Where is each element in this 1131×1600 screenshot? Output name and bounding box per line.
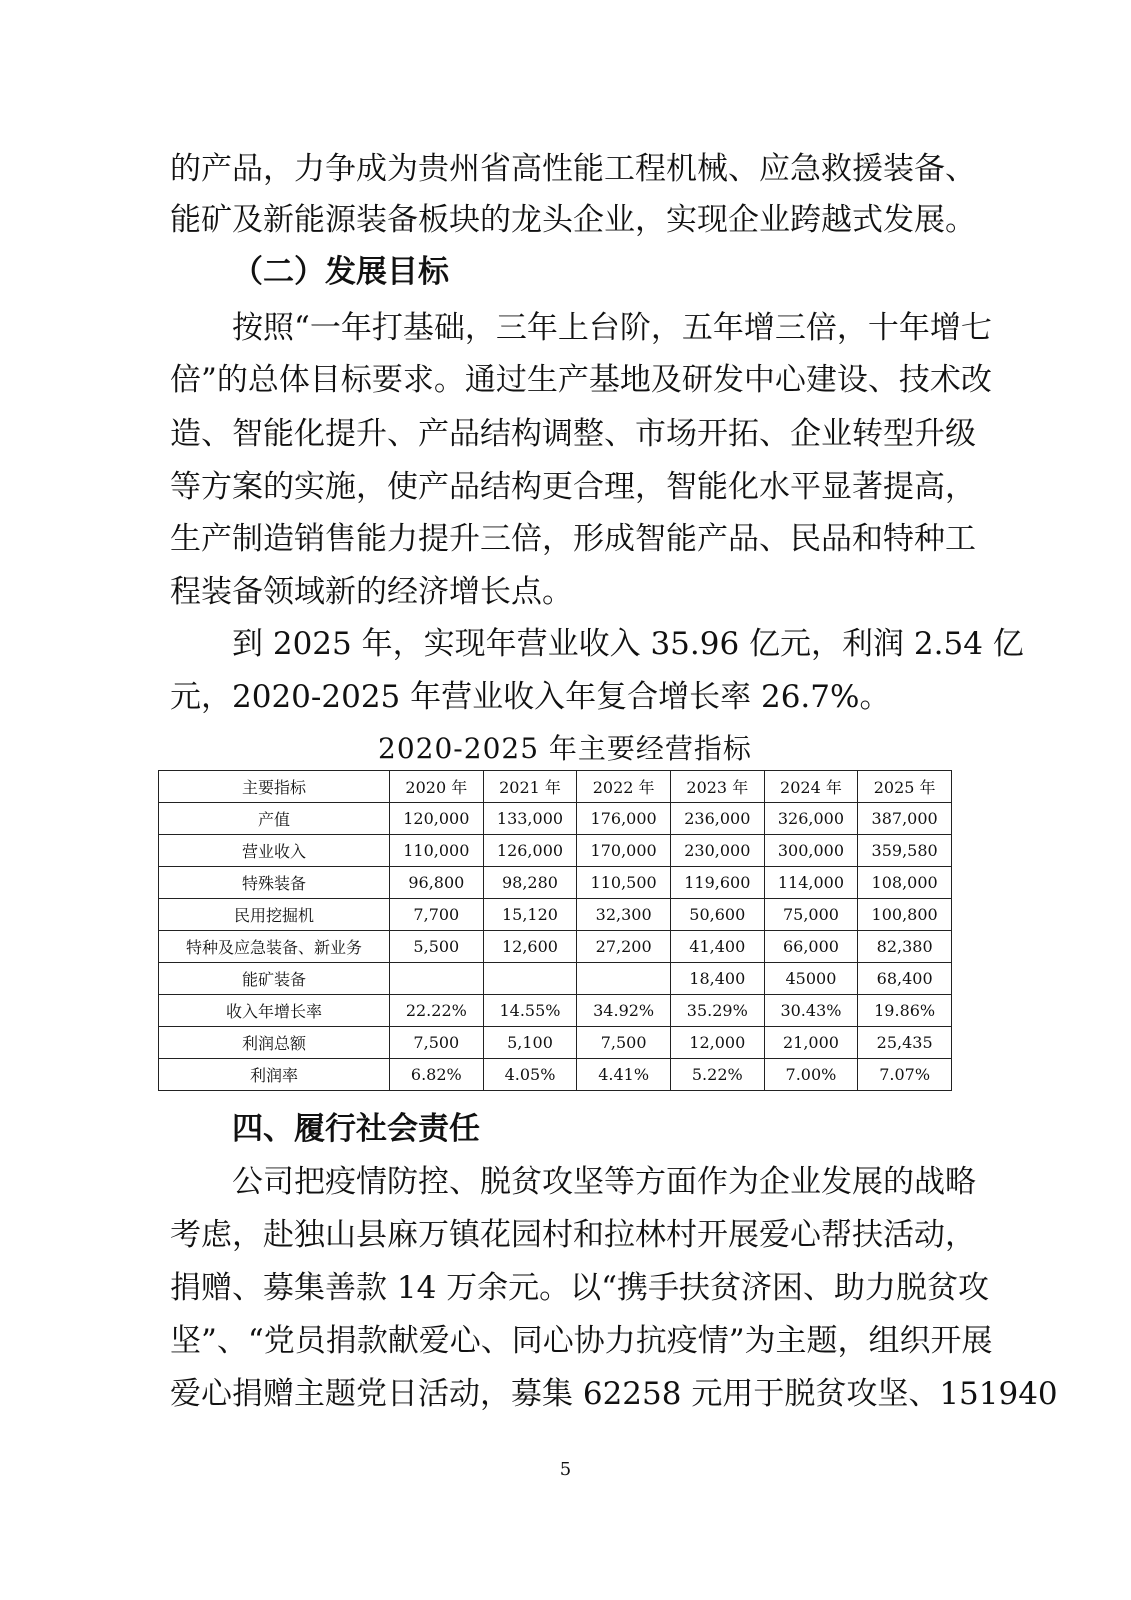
row-label-cell: 利润总额	[159, 1027, 390, 1059]
value-cell: 236,000	[670, 803, 764, 835]
value-cell: 7.00%	[764, 1059, 858, 1091]
table-row	[159, 867, 952, 899]
table-row	[159, 963, 952, 995]
value-cell: 108,000	[858, 867, 952, 899]
column-header: 2020 年	[390, 771, 484, 803]
body-text-line: 生产制造销售能力提升三倍，形成智能产品、民品和特种工	[170, 521, 976, 557]
body-text-line: 等方案的实施，使产品结构更合理，智能化水平显著提高，	[170, 469, 976, 505]
value-cell: 5.22%	[670, 1059, 764, 1091]
body-text-line: 考虑，赴独山县麻万镇花园村和拉林村开展爱心帮扶活动，	[170, 1217, 976, 1253]
value-cell: 387,000	[858, 803, 952, 835]
table-header-row	[159, 771, 952, 803]
column-header: 主要指标	[159, 771, 390, 803]
value-cell: 114,000	[764, 867, 858, 899]
body-text-line: 程装备领域新的经济增长点。	[170, 574, 573, 610]
value-cell: 230,000	[670, 835, 764, 867]
table-row	[159, 835, 952, 867]
value-cell: 6.82%	[390, 1059, 484, 1091]
value-cell: 98,280	[483, 867, 577, 899]
value-cell: 50,600	[670, 899, 764, 931]
value-cell: 100,800	[858, 899, 952, 931]
column-header: 2022 年	[577, 771, 671, 803]
value-cell: 110,000	[390, 835, 484, 867]
value-cell: 15,120	[483, 899, 577, 931]
table-row	[159, 995, 952, 1027]
value-cell: 75,000	[764, 899, 858, 931]
table-body	[159, 803, 952, 1091]
value-cell: 5,100	[483, 1027, 577, 1059]
value-cell: 82,380	[858, 931, 952, 963]
value-cell: 12,600	[483, 931, 577, 963]
value-cell: 4.05%	[483, 1059, 577, 1091]
value-cell: 110,500	[577, 867, 671, 899]
body-text-line: 坚”、“党员捐款献爱心、同心协力抗疫情”为主题，组织开展	[170, 1323, 993, 1359]
row-label-cell: 营业收入	[159, 835, 390, 867]
value-cell: 66,000	[764, 931, 858, 963]
value-cell: 119,600	[670, 867, 764, 899]
column-header: 2021 年	[483, 771, 577, 803]
value-cell: 4.41%	[577, 1059, 671, 1091]
body-text-line: 的产品，力争成为贵州省高性能工程机械、应急救援装备、	[170, 151, 976, 187]
value-cell: 34.92%	[577, 995, 671, 1027]
value-cell: 22.22%	[390, 995, 484, 1027]
column-header: 2023 年	[670, 771, 764, 803]
column-header: 2024 年	[764, 771, 858, 803]
value-cell: 25,435	[858, 1027, 952, 1059]
value-cell: 14.55%	[483, 995, 577, 1027]
row-label-cell: 能矿装备	[159, 963, 390, 995]
value-cell: 19.86%	[858, 995, 952, 1027]
value-cell: 133,000	[483, 803, 577, 835]
body-text-line: 倍”的总体目标要求。通过生产基地及研发中心建设、技术改	[170, 362, 992, 398]
table-row	[159, 803, 952, 835]
value-cell: 300,000	[764, 835, 858, 867]
row-label-cell: 收入年增长率	[159, 995, 390, 1027]
table-row	[159, 899, 952, 931]
row-label-cell: 特殊装备	[159, 867, 390, 899]
value-cell: 41,400	[670, 931, 764, 963]
value-cell: 45000	[764, 963, 858, 995]
value-cell: 7,500	[390, 1027, 484, 1059]
value-cell: 21,000	[764, 1027, 858, 1059]
value-cell: 12,000	[670, 1027, 764, 1059]
value-cell: 326,000	[764, 803, 858, 835]
table-row	[159, 931, 952, 963]
value-cell: 7,700	[390, 899, 484, 931]
table-caption: 2020-2025 年主要经营指标	[378, 732, 752, 765]
section-heading-development-goals: （二）发展目标	[232, 254, 449, 290]
body-text-line: 造、智能化提升、产品结构调整、市场开拓、企业转型升级	[170, 416, 976, 452]
value-cell: 5,500	[390, 931, 484, 963]
page-number: 5	[559, 1459, 572, 1480]
value-cell: 126,000	[483, 835, 577, 867]
body-text-line: 元，2020-2025 年营业收入年复合增长率 26.7%。	[170, 679, 891, 715]
value-cell: 7,500	[577, 1027, 671, 1059]
table-row	[159, 1027, 952, 1059]
row-label-cell: 利润率	[159, 1059, 390, 1091]
value-cell: 96,800	[390, 867, 484, 899]
value-cell: 35.29%	[670, 995, 764, 1027]
body-text-line: 公司把疫情防控、脱贫攻坚等方面作为企业发展的战略	[232, 1164, 976, 1200]
body-text-line: 到 2025 年，实现年营业收入 35.96 亿元，利润 2.54 亿	[232, 626, 1024, 662]
body-text-line: 按照“一年打基础，三年上台阶，五年增三倍，十年增七	[232, 310, 992, 346]
body-text-line: 捐赠、募集善款 14 万余元。以“携手扶贫济困、助力脱贫攻	[170, 1270, 989, 1306]
value-cell	[577, 963, 671, 995]
value-cell: 32,300	[577, 899, 671, 931]
value-cell: 68,400	[858, 963, 952, 995]
column-header: 2025 年	[858, 771, 952, 803]
value-cell	[483, 963, 577, 995]
value-cell: 18,400	[670, 963, 764, 995]
row-label-cell: 产值	[159, 803, 390, 835]
section-heading-social-responsibility: 四、履行社会责任	[232, 1111, 480, 1147]
value-cell: 359,580	[858, 835, 952, 867]
value-cell: 30.43%	[764, 995, 858, 1027]
value-cell: 176,000	[577, 803, 671, 835]
value-cell: 170,000	[577, 835, 671, 867]
value-cell: 27,200	[577, 931, 671, 963]
body-text-line: 能矿及新能源装备板块的龙头企业，实现企业跨越式发展。	[170, 202, 976, 238]
indicators-table	[158, 770, 952, 1091]
row-label-cell: 民用挖掘机	[159, 899, 390, 931]
row-label-cell: 特种及应急装备、新业务	[159, 931, 390, 963]
body-text-line: 爱心捐赠主题党日活动，募集 62258 元用于脱贫攻坚、151940	[170, 1376, 1058, 1412]
value-cell	[390, 963, 484, 995]
table-row	[159, 1059, 952, 1091]
value-cell: 7.07%	[858, 1059, 952, 1091]
value-cell: 120,000	[390, 803, 484, 835]
